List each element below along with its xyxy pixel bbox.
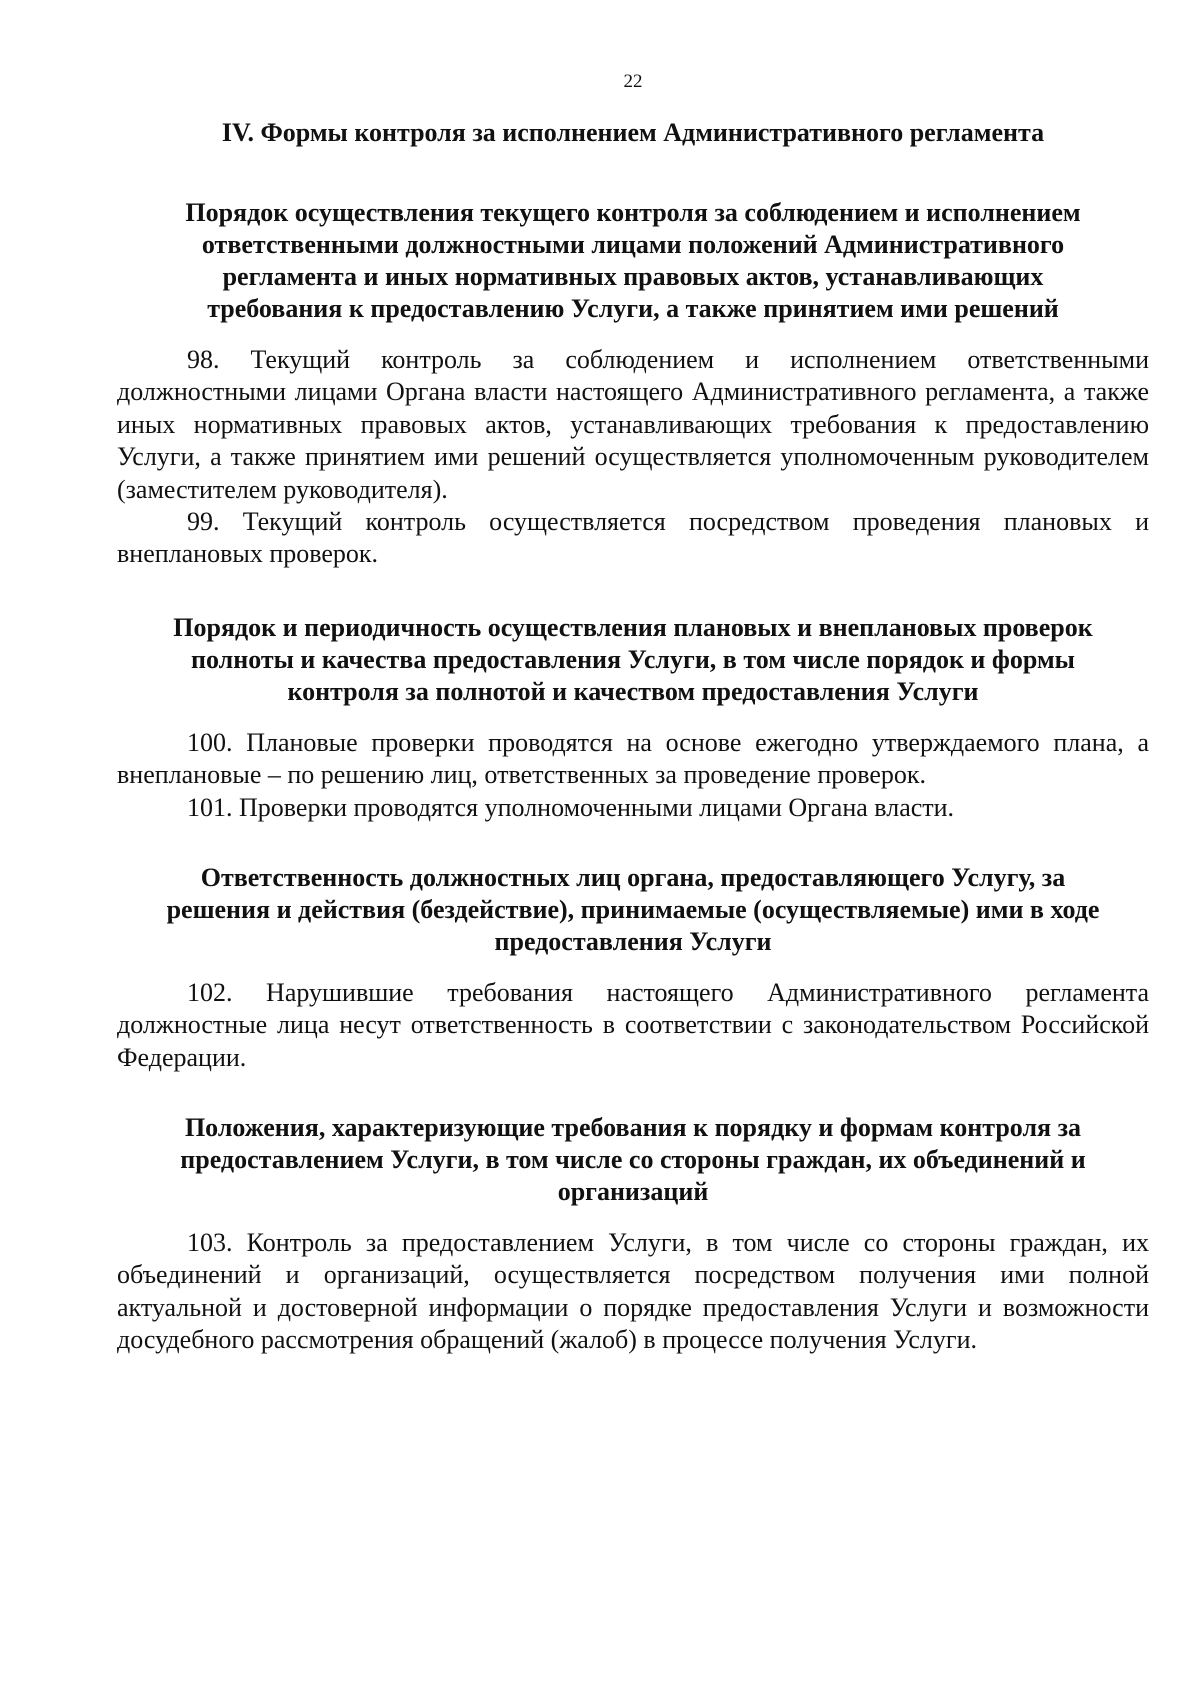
heading-line: контроля за полнотой и качеством предоставления Услуги xyxy=(287,677,979,706)
document-page xyxy=(117,0,1149,1697)
heading-line: предоставления Услуги xyxy=(494,927,772,956)
paragraph-100: 100. Плановые проверки проводятся на основе ежегодно утверждаемого плана, а внеплановые – по решению лиц, ответственных за проведение проверок. xyxy=(117,728,1149,790)
heading-line: ответственными должностными лицами положений Административного xyxy=(201,230,1065,259)
paragraph-98: 98. Текущий контроль за соблюдением и исполнением ответственными должностными лицами Органа власти настоящего Административного регламента, а также иных нормативных правовых актов, устанавливающих требования к предоставлению Услуги, а также принятием ими решений осуществляется уполномоченным руководителем (заместителем руководителя). xyxy=(117,345,1149,504)
section-heading xyxy=(117,612,1149,708)
section-control-requirements xyxy=(117,1112,1149,1357)
section-heading xyxy=(117,1112,1149,1208)
paragraph-101: 101. Проверки проводятся уполномоченными лицами Органа власти. xyxy=(187,792,955,822)
heading-line: предоставлением Услуги, в том числе со стороны граждан, их объединений и xyxy=(180,1145,1086,1174)
heading-line: полноты и качества предоставления Услуги, в том числе порядок и формы xyxy=(191,645,1075,674)
heading-line: Порядок осуществления текущего контроля за соблюдением и исполнением xyxy=(185,198,1081,227)
heading-line: Положения, характеризующие требования к порядку и формам контроля за xyxy=(184,1113,1082,1142)
chapter-title: IV. Формы контроля за исполнением Административного регламента xyxy=(221,118,1045,147)
paragraph-102: 102. Нарушившие требования настоящего Административного регламента должностные лица несут ответственность в соответствии с законодательством Российской Федерации. xyxy=(117,978,1149,1072)
paragraph-99: 99. Текущий контроль осуществляется посредством проведения плановых и внеплановых проверок. xyxy=(117,507,1149,569)
heading-line: Ответственность должностных лиц органа, предоставляющего Услугу, за xyxy=(200,863,1066,892)
paragraph-103: 103. Контроль за предоставлением Услуги, в том числе со стороны граждан, их объединений и организаций, осуществляется посредством получения ими полной актуальной и достоверной информации о порядке предоставления Услуги и возможности досудебного рассмотрения обращений (жалоб) в процессе получения Услуги. xyxy=(117,1228,1149,1355)
page-number: 22 xyxy=(623,71,643,92)
heading-line: требования к предоставлению Услуги, а также принятием ими решений xyxy=(207,294,1059,323)
section-heading xyxy=(117,862,1149,958)
heading-line: Порядок и периодичность осуществления плановых и внеплановых проверок xyxy=(173,613,1093,642)
heading-line: организаций xyxy=(557,1177,709,1206)
heading-line: решения и действия (бездействие), принимаемые (осуществляемые) ими в ходе xyxy=(166,895,1100,924)
section-inspections xyxy=(117,612,1149,824)
section-responsibility xyxy=(117,862,1149,1074)
section-current-control xyxy=(117,197,1149,571)
heading-line: регламента и иных нормативных правовых актов, устанавливающих xyxy=(222,262,1044,291)
section-heading xyxy=(117,197,1149,325)
